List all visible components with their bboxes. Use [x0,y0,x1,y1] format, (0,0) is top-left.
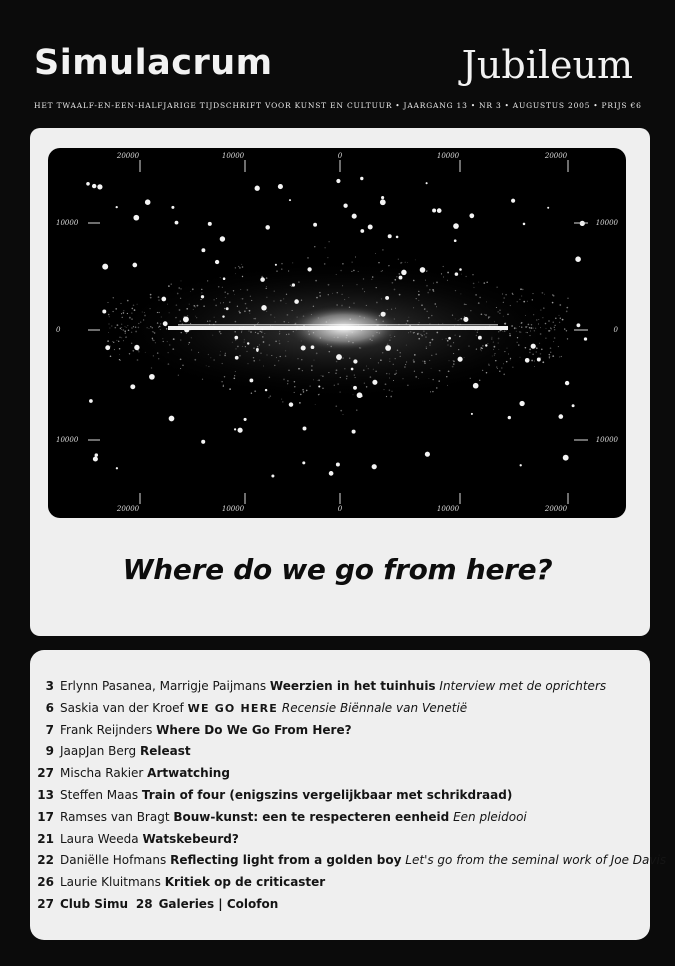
toc-title: Kritiek op de criticaster [164,875,326,890]
toc-page-number: 3 [45,679,54,693]
toc-entry [34,807,634,829]
toc-entry [34,872,634,894]
toc-title: Where Do We Go From Here? [156,722,352,737]
toc-title: Releast [139,744,191,759]
axis-tick-label: 0 [613,326,618,334]
toc-title: Club Simu [60,896,129,911]
toc-title: Reflecting light from a golden boy [170,853,402,868]
toc-author: Ramses van Bragt [60,809,170,824]
table-of-contents [34,676,667,916]
tagline-item: NR 3 [478,101,502,110]
axis-tick-label: 20000 [544,505,568,513]
toc-subtitle: Let's go from the seminal work of Joe Davis [405,853,667,868]
toc-entry [34,850,667,872]
tagline-separator: • [395,101,401,110]
toc-author: JaapJan Berg [60,744,137,759]
toc-page-number: 13 [37,787,54,802]
tagline-separator: • [593,101,599,110]
toc-title: Weerzien in het tuinhuis [269,679,436,693]
galaxy-star-map-icon [48,148,626,518]
axis-tick-label: 10000 [436,152,460,160]
toc-author: Laurie Kluitmans [60,875,161,890]
toc-entry [34,720,634,742]
axis-tick-label: 10000 [436,505,460,513]
toc-title: Train of four (enigszins vergelijkbaar met schrikdraad) [141,787,513,802]
tagline-separator: • [504,101,510,110]
toc-title: WE GO HERE [187,701,279,715]
masthead-tagline [34,101,644,110]
axis-tick-label: 10000 [56,436,79,444]
toc-page-number: 21 [37,831,54,846]
masthead-title: Simulacrum [34,43,273,83]
toc-page-number: 26 [37,875,54,890]
tagline-item: JAARGANG 13 [403,101,468,110]
tagline-item: PRIJS €6 [601,101,642,110]
toc-page-number: 6 [45,700,54,715]
toc-author: Laura Weeda [60,831,139,846]
axis-tick-label: 10000 [56,219,79,227]
toc-entry [34,698,634,720]
axis-tick-label: 20000 [116,505,140,513]
toc-page-number: 27 [37,896,54,911]
toc-entry [34,763,634,785]
toc-title: Bouw-kunst: een te respecteren eenheid [173,809,450,824]
toc-page-number: 17 [37,809,54,824]
tagline-item: AUGUSTUS 2005 [512,101,591,110]
tagline-item: HET TWAALF-EN-EEN-HALFJARIGE TIJDSCHRIFT VOOR KUNST EN CULTUUR [34,101,393,110]
toc-subtitle: Recensie Biënnale van Venetië [281,700,468,715]
toc-entry [34,741,634,763]
axis-tick-label: 0 [337,505,343,513]
toc-page-number: 22 [37,853,54,868]
cover-headline: Where do we go from here? [122,553,553,586]
toc-author: Frank Reijnders [60,722,153,737]
toc-page-number: 9 [45,744,54,759]
axis-tick-label: 10000 [595,436,618,444]
axis-tick-label: 0 [56,326,61,334]
toc-entry [34,829,634,851]
toc-entry [34,785,634,807]
cover-photo [48,148,626,518]
axis-tick-label: 10000 [221,505,245,513]
axis-tick-label: 20000 [544,152,568,160]
toc-title: Galeries | Colofon [158,896,279,911]
toc-author: Daniëlle Hofmans [60,853,167,868]
axis-tick-label: 10000 [221,152,245,160]
toc-author: Mischa Rakier [60,766,144,781]
axis-tick-label: 10000 [595,219,618,227]
toc-entry [34,894,634,916]
toc-page-number: 27 [37,766,54,781]
axis-tick-label: 20000 [116,152,140,160]
toc-author: Erlynn Pasanea, Marrigje Paijmans [60,679,267,693]
toc-page-number: 28 [135,896,153,911]
toc-subtitle: Een pleidooi [453,809,527,824]
toc-author: Saskia van der Kroef [60,700,184,715]
toc-page-number: 7 [45,722,54,737]
toc-title: Artwatching [147,766,230,781]
tagline-separator: • [470,101,476,110]
toc-title: Watskebeurd? [142,831,239,846]
toc-author: Steffen Maas [60,787,139,802]
axis-tick-label: 0 [337,152,343,160]
toc-subtitle: Interview met de oprichters [439,679,607,693]
masthead-edition: Jubileum [461,43,633,87]
toc-entry [34,676,634,698]
